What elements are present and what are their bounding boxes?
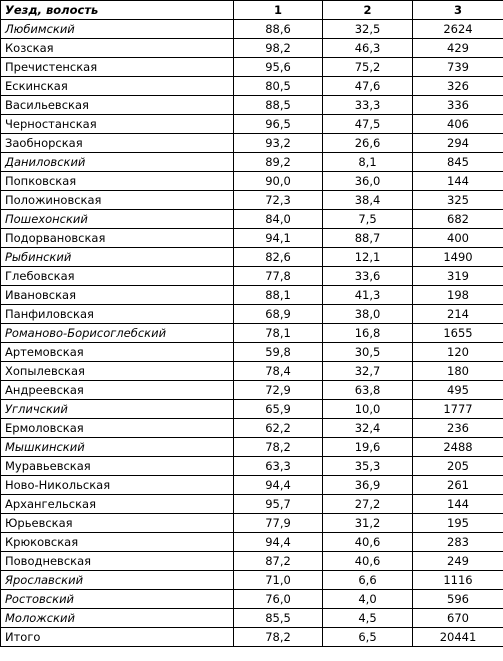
row-value-2-cell: 38,4 (323, 191, 413, 210)
row-name-cell: Ермоловская (1, 419, 234, 438)
row-value-1-cell: 89,2 (234, 153, 323, 172)
row-value-1-cell: 78,2 (234, 438, 323, 457)
row-value-2-cell: 47,6 (323, 77, 413, 96)
row-value-1-cell: 78,1 (234, 324, 323, 343)
row-value-2-cell: 33,3 (323, 96, 413, 115)
uezd-row (1, 210, 503, 229)
row-value-3-cell: 144 (413, 172, 503, 191)
row-value-3-cell: 195 (413, 514, 503, 533)
row-name-cell: Ескинская (1, 77, 234, 96)
table-row (1, 457, 503, 476)
row-value-3-cell: 682 (413, 210, 503, 229)
row-value-3-cell: 1777 (413, 400, 503, 419)
row-value-1-cell: 63,3 (234, 457, 323, 476)
row-value-1-cell: 77,9 (234, 514, 323, 533)
table-row (1, 533, 503, 552)
row-value-2-cell: 88,7 (323, 229, 413, 248)
row-value-1-cell: 77,8 (234, 267, 323, 286)
row-value-1-cell: 88,6 (234, 20, 323, 39)
row-value-1-cell: 72,9 (234, 381, 323, 400)
row-name-cell: Хопылевская (1, 362, 234, 381)
uezd-row (1, 324, 503, 343)
row-value-2-cell: 27,2 (323, 495, 413, 514)
row-value-1-cell: 85,5 (234, 609, 323, 628)
uezd-row (1, 153, 503, 172)
table-row (1, 343, 503, 362)
row-value-3-cell: 845 (413, 153, 503, 172)
table-row (1, 286, 503, 305)
row-value-2-cell: 36,9 (323, 476, 413, 495)
row-name-cell: Угличский (1, 400, 234, 419)
row-value-1-cell: 95,6 (234, 58, 323, 77)
table-row (1, 267, 503, 286)
table-row (1, 419, 503, 438)
row-value-3-cell: 20441 (413, 628, 503, 647)
row-name-cell: Артемовская (1, 343, 234, 362)
row-value-2-cell: 40,6 (323, 552, 413, 571)
row-name-cell: Панфиловская (1, 305, 234, 324)
row-name-cell: Итого (1, 628, 234, 647)
row-value-2-cell: 31,2 (323, 514, 413, 533)
row-value-1-cell: 88,1 (234, 286, 323, 305)
row-value-2-cell: 16,8 (323, 324, 413, 343)
row-value-2-cell: 32,4 (323, 419, 413, 438)
row-value-3-cell: 214 (413, 305, 503, 324)
table-row (1, 77, 503, 96)
row-name-cell: Козская (1, 39, 234, 58)
row-name-cell: Ростовский (1, 590, 234, 609)
row-value-2-cell: 6,6 (323, 571, 413, 590)
row-value-2-cell: 46,3 (323, 39, 413, 58)
row-value-2-cell: 10,0 (323, 400, 413, 419)
table-row (1, 229, 503, 248)
table-row (1, 381, 503, 400)
row-name-cell: Романово-Борисоглебский (1, 324, 234, 343)
table-body (1, 20, 503, 647)
table-row (1, 628, 503, 647)
table-row (1, 134, 503, 153)
table-row (1, 115, 503, 134)
row-name-cell: Ново-Никольская (1, 476, 234, 495)
row-name-cell: Ярославский (1, 571, 234, 590)
row-value-3-cell: 495 (413, 381, 503, 400)
row-value-3-cell: 198 (413, 286, 503, 305)
table-row (1, 362, 503, 381)
row-value-1-cell: 96,5 (234, 115, 323, 134)
row-name-cell: Юрьевская (1, 514, 234, 533)
row-value-3-cell: 2488 (413, 438, 503, 457)
row-name-cell: Любимский (1, 20, 234, 39)
row-value-3-cell: 2624 (413, 20, 503, 39)
row-value-3-cell: 294 (413, 134, 503, 153)
row-value-2-cell: 36,0 (323, 172, 413, 191)
header-row (1, 1, 503, 20)
row-value-3-cell: 205 (413, 457, 503, 476)
row-value-3-cell: 283 (413, 533, 503, 552)
row-value-1-cell: 78,2 (234, 628, 323, 647)
row-value-1-cell: 94,1 (234, 229, 323, 248)
uezd-row (1, 590, 503, 609)
uezd-row (1, 20, 503, 39)
row-value-1-cell: 94,4 (234, 476, 323, 495)
row-name-cell: Крюковская (1, 533, 234, 552)
table-row (1, 305, 503, 324)
row-value-1-cell: 84,0 (234, 210, 323, 229)
row-value-2-cell: 63,8 (323, 381, 413, 400)
table-row (1, 476, 503, 495)
row-value-2-cell: 33,6 (323, 267, 413, 286)
table-row (1, 172, 503, 191)
row-value-3-cell: 326 (413, 77, 503, 96)
row-value-1-cell: 68,9 (234, 305, 323, 324)
row-value-2-cell: 6,5 (323, 628, 413, 647)
row-value-1-cell: 98,2 (234, 39, 323, 58)
row-name-cell: Поводневская (1, 552, 234, 571)
row-value-3-cell: 144 (413, 495, 503, 514)
row-value-3-cell: 1116 (413, 571, 503, 590)
row-value-3-cell: 406 (413, 115, 503, 134)
table-row (1, 58, 503, 77)
row-value-3-cell: 319 (413, 267, 503, 286)
row-name-cell: Положиновская (1, 191, 234, 210)
row-value-2-cell: 75,2 (323, 58, 413, 77)
row-name-cell: Моложский (1, 609, 234, 628)
row-name-cell: Рыбинский (1, 248, 234, 267)
row-value-3-cell: 236 (413, 419, 503, 438)
row-value-1-cell: 87,2 (234, 552, 323, 571)
row-value-3-cell: 261 (413, 476, 503, 495)
row-value-1-cell: 94,4 (234, 533, 323, 552)
row-name-cell: Андреевская (1, 381, 234, 400)
row-value-2-cell: 32,7 (323, 362, 413, 381)
row-value-1-cell: 93,2 (234, 134, 323, 153)
table-row (1, 495, 503, 514)
row-value-1-cell: 90,0 (234, 172, 323, 191)
row-name-cell: Муравьевская (1, 457, 234, 476)
row-value-2-cell: 32,5 (323, 20, 413, 39)
row-value-3-cell: 120 (413, 343, 503, 362)
row-value-2-cell: 19,6 (323, 438, 413, 457)
row-value-3-cell: 429 (413, 39, 503, 58)
table-row (1, 191, 503, 210)
row-value-2-cell: 30,5 (323, 343, 413, 362)
row-name-cell: Попковская (1, 172, 234, 191)
row-value-3-cell: 739 (413, 58, 503, 77)
row-value-2-cell: 38,0 (323, 305, 413, 324)
table-row (1, 514, 503, 533)
row-name-cell: Пошехонский (1, 210, 234, 229)
row-value-1-cell: 82,6 (234, 248, 323, 267)
row-value-2-cell: 35,3 (323, 457, 413, 476)
row-name-cell: Пречистенская (1, 58, 234, 77)
row-value-3-cell: 670 (413, 609, 503, 628)
uezd-row (1, 248, 503, 267)
row-value-3-cell: 325 (413, 191, 503, 210)
row-value-1-cell: 78,4 (234, 362, 323, 381)
row-value-1-cell: 65,9 (234, 400, 323, 419)
row-name-cell: Васильевская (1, 96, 234, 115)
row-value-2-cell: 4,5 (323, 609, 413, 628)
row-value-3-cell: 1490 (413, 248, 503, 267)
table-row (1, 552, 503, 571)
table-row (1, 96, 503, 115)
row-name-cell: Ивановская (1, 286, 234, 305)
row-value-3-cell: 1655 (413, 324, 503, 343)
row-value-3-cell: 336 (413, 96, 503, 115)
row-value-2-cell: 41,3 (323, 286, 413, 305)
row-value-1-cell: 76,0 (234, 590, 323, 609)
row-value-1-cell: 71,0 (234, 571, 323, 590)
row-value-2-cell: 7,5 (323, 210, 413, 229)
column-header-3: 3 (413, 1, 503, 20)
row-value-1-cell: 80,5 (234, 77, 323, 96)
row-value-2-cell: 47,5 (323, 115, 413, 134)
uezd-row (1, 609, 503, 628)
row-value-2-cell: 26,6 (323, 134, 413, 153)
table-row (1, 39, 503, 58)
row-value-2-cell: 40,6 (323, 533, 413, 552)
column-header-2: 2 (323, 1, 413, 20)
row-value-1-cell: 62,2 (234, 419, 323, 438)
column-header-1: 1 (234, 1, 323, 20)
row-name-cell: Черностанская (1, 115, 234, 134)
row-value-2-cell: 4,0 (323, 590, 413, 609)
row-value-1-cell: 72,3 (234, 191, 323, 210)
row-value-1-cell: 88,5 (234, 96, 323, 115)
row-value-2-cell: 8,1 (323, 153, 413, 172)
row-value-1-cell: 95,7 (234, 495, 323, 514)
uezd-row (1, 438, 503, 457)
row-value-3-cell: 400 (413, 229, 503, 248)
row-value-3-cell: 180 (413, 362, 503, 381)
row-name-cell: Мышкинский (1, 438, 234, 457)
row-name-cell: Подорвановская (1, 229, 234, 248)
row-value-3-cell: 596 (413, 590, 503, 609)
row-value-3-cell: 249 (413, 552, 503, 571)
row-name-cell: Даниловский (1, 153, 234, 172)
row-name-cell: Архангельская (1, 495, 234, 514)
row-value-1-cell: 59,8 (234, 343, 323, 362)
row-name-cell: Заобнорская (1, 134, 234, 153)
row-name-cell: Глебовская (1, 267, 234, 286)
uezd-row (1, 400, 503, 419)
column-header-name: Уезд, волость (1, 1, 234, 20)
uezd-row (1, 571, 503, 590)
row-value-2-cell: 12,1 (323, 248, 413, 267)
